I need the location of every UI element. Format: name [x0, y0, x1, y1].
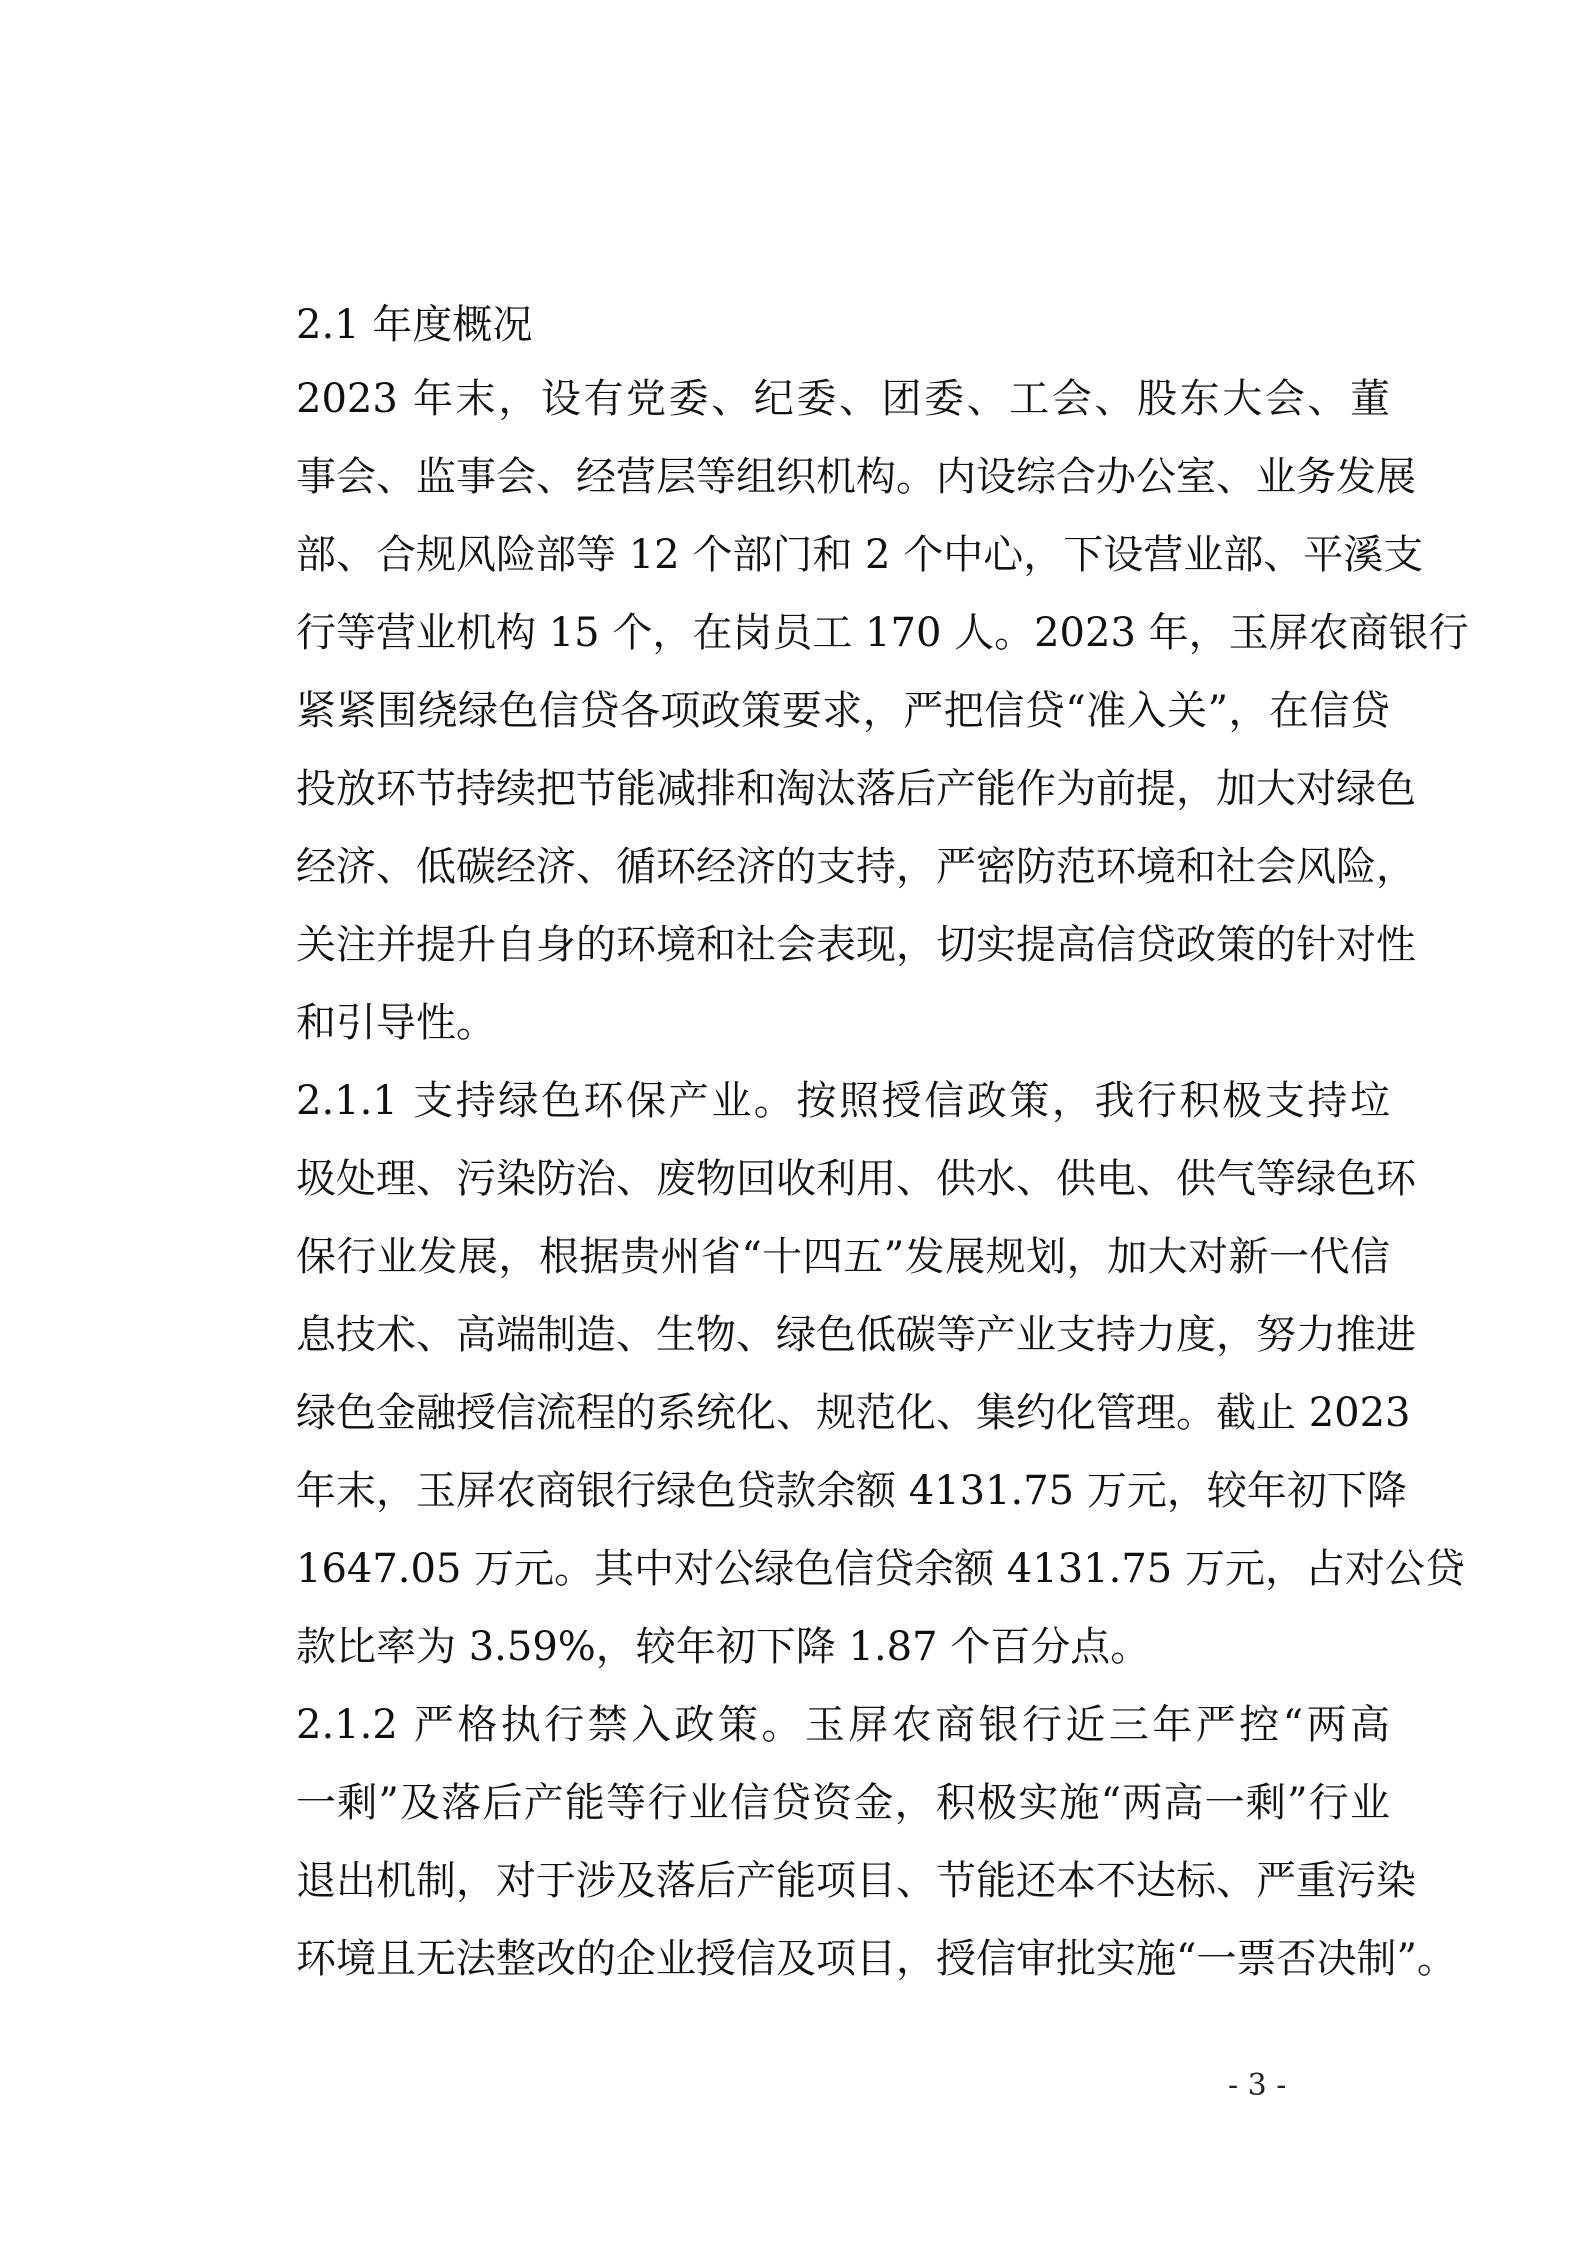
paragraph-overview [296, 360, 1469, 1062]
paragraph-line: 一剩”及落后产能等行业信贷资金，积极实施“两高一剩”行业 [296, 1780, 1390, 1826]
page-number: - 3 - [1228, 2068, 1287, 2103]
paragraph-line: 关注并提升自身的环境和社会表现，切实提高信贷政策的针对性 [296, 922, 1416, 968]
paragraph-line: 事会、监事会、经营层等组织机构。内设综合办公室、业务发展 [296, 454, 1416, 500]
paragraph-line: 环境且无法整改的企业授信及项目，授信审批实施“一票否决制”。 [296, 1936, 1457, 1982]
document-body [296, 290, 1469, 1998]
paragraph-line: 2.1.1 支持绿色环保产业。按照授信政策，我行积极支持垃 [296, 1078, 1390, 1124]
paragraph-line: 1647.05 万元。其中对公绿色信贷余额 4131.75 万元，占对公贷 [296, 1546, 1465, 1592]
paragraph-green-industry [296, 1062, 1465, 1686]
paragraph-line: 退出机制，对于涉及落后产能项目、节能还本不达标、严重污染 [296, 1858, 1416, 1904]
paragraph-prohibition-policy [296, 1686, 1457, 1998]
paragraph-line: 经济、低碳经济、循环经济的支持，严密防范环境和社会风险， [296, 844, 1416, 890]
paragraph-line: 年末，玉屏农商银行绿色贷款余额 4131.75 万元，较年初下降 [296, 1468, 1407, 1514]
paragraph-line: 款比率为 3.59%，较年初下降 1.87 个百分点。 [296, 1624, 1151, 1670]
paragraph-line: 2023 年末，设有党委、纪委、团委、工会、股东大会、董 [296, 376, 1390, 422]
paragraph-line: 紧紧围绕绿色信贷各项政策要求，严把信贷“准入关”，在信贷 [296, 688, 1390, 734]
paragraph-line: 投放环节持续把节能减排和淘汰落后产能作为前提，加大对绿色 [296, 766, 1416, 812]
paragraph-line: 圾处理、污染防治、废物回收利用、供水、供电、供气等绿色环 [296, 1156, 1416, 1202]
paragraph-line: 和引导性。 [296, 1000, 496, 1046]
section-heading: 2.1 年度概况 [296, 302, 533, 348]
paragraph-line: 保行业发展，根据贵州省“十四五”发展规划，加大对新一代信 [296, 1234, 1390, 1280]
paragraph-line: 行等营业机构 15 个，在岗员工 170 人。2023 年，玉屏农商银行 [296, 610, 1469, 656]
paragraph-line: 绿色金融授信流程的系统化、规范化、集约化管理。截止 2023 [296, 1390, 1411, 1436]
paragraph-line: 部、合规风险部等 12 个部门和 2 个中心，下设营业部、平溪支 [296, 532, 1424, 578]
paragraph-line: 息技术、高端制造、生物、绿色低碳等产业支持力度，努力推进 [296, 1312, 1416, 1358]
paragraph-line: 2.1.2 严格执行禁入政策。玉屏农商银行近三年严控“两高 [296, 1702, 1390, 1748]
